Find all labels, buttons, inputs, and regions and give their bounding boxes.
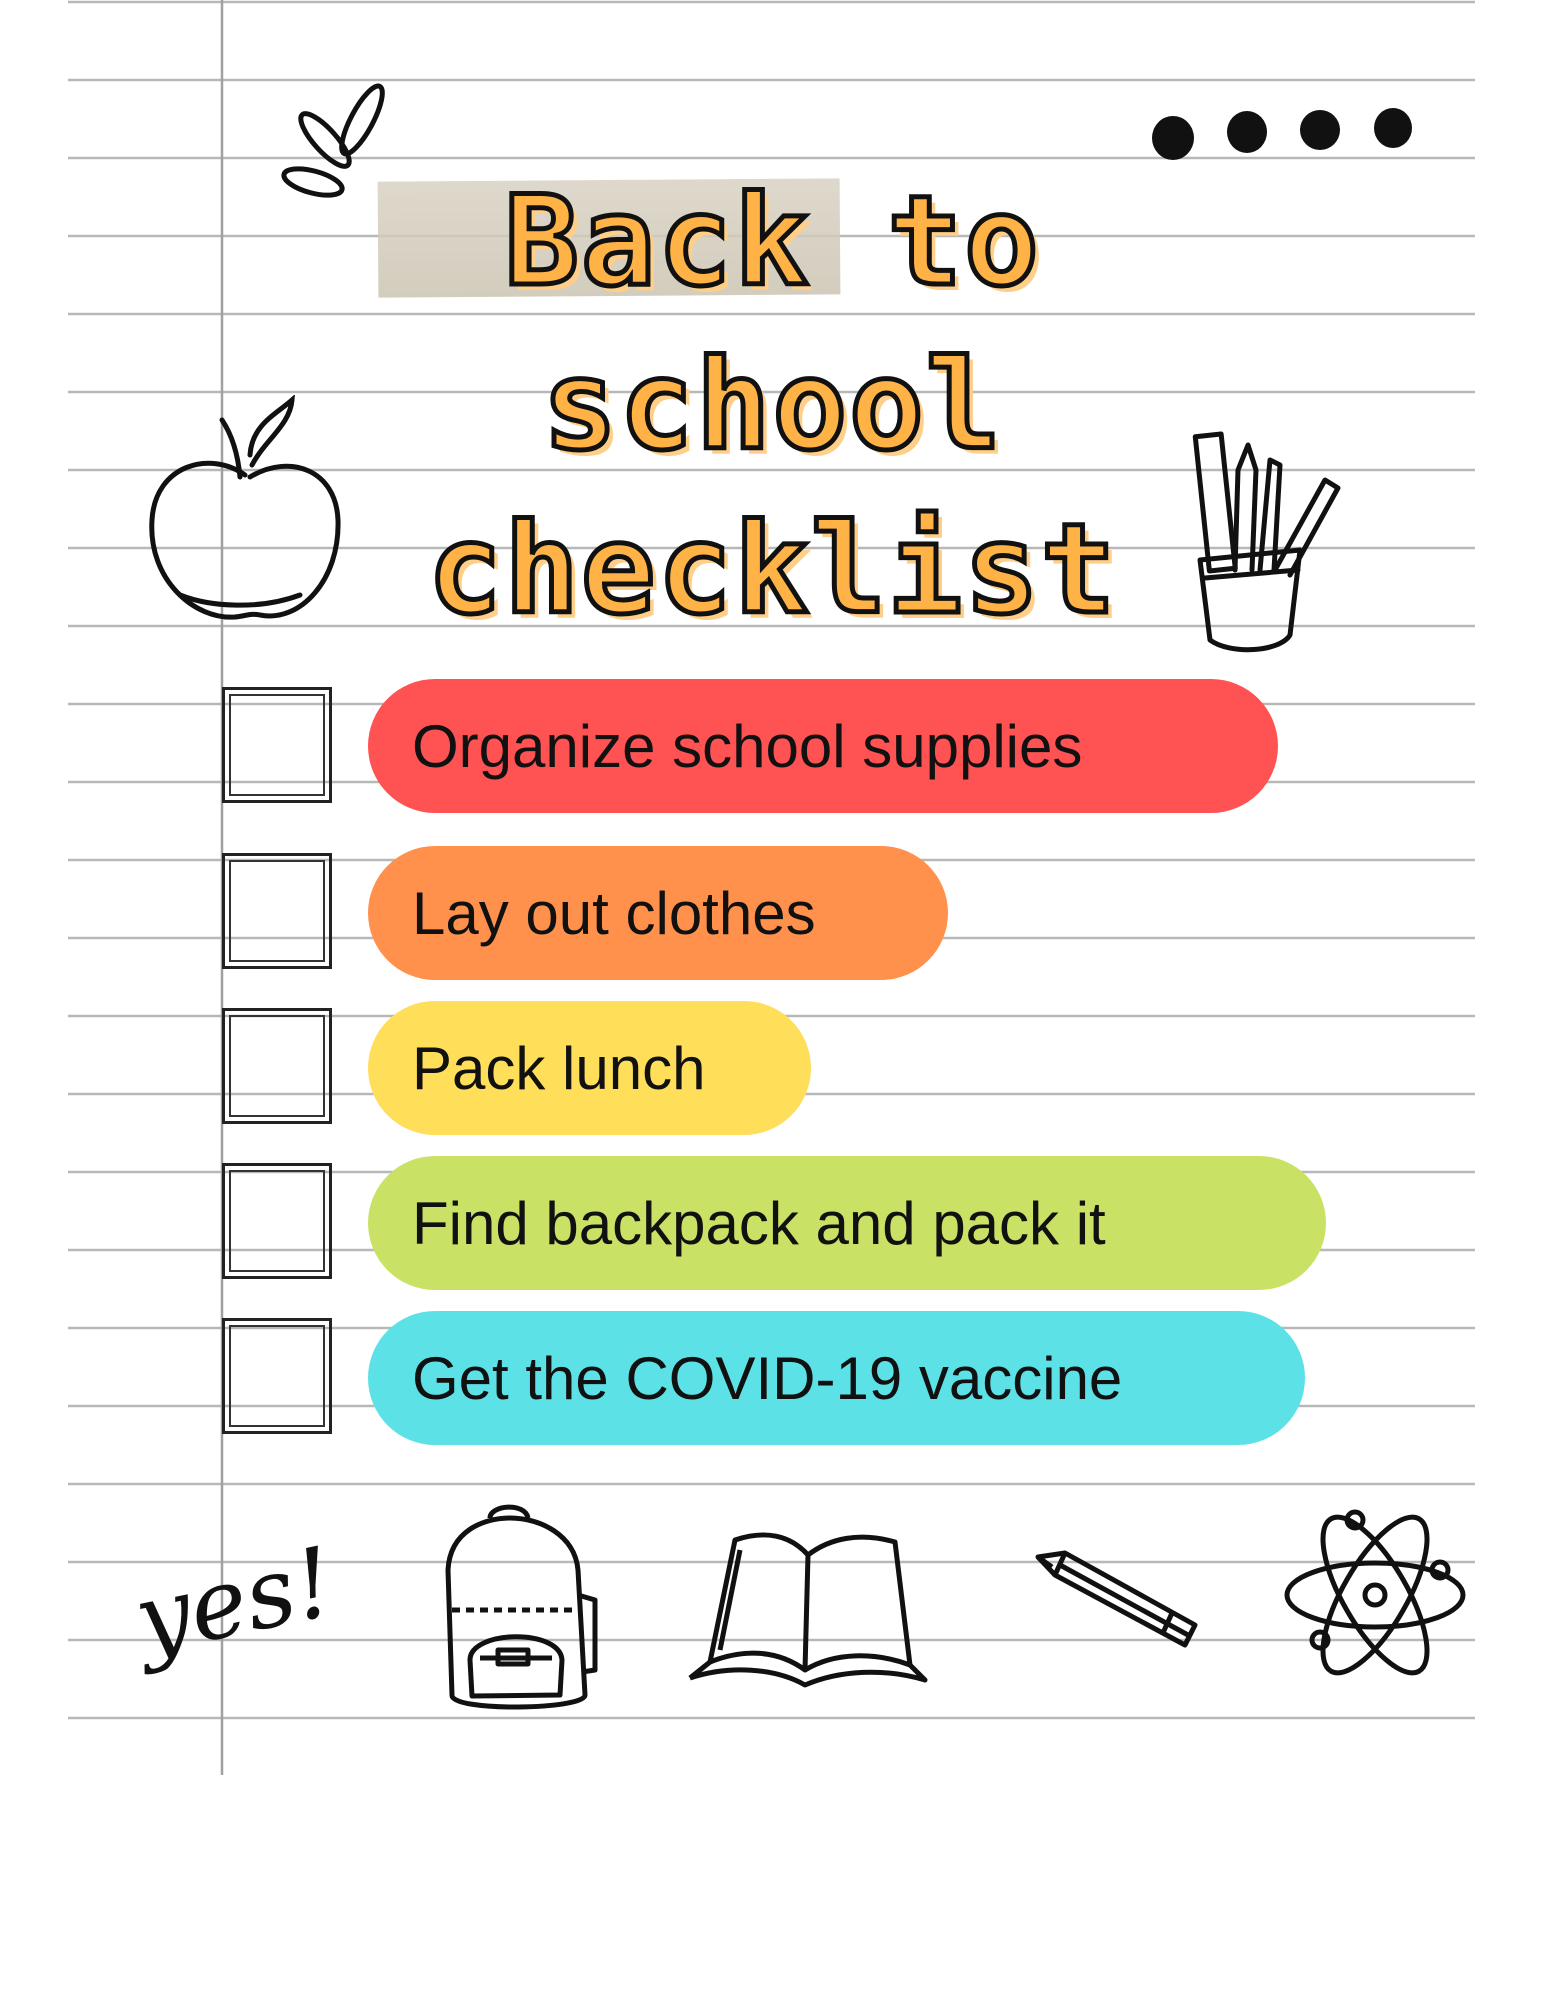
tape-strip bbox=[378, 178, 841, 297]
checkbox-1[interactable] bbox=[222, 687, 332, 803]
task-pill-3[interactable] bbox=[368, 1001, 811, 1135]
title-line-1: Back to bbox=[504, 170, 1041, 314]
task-pill-1[interactable] bbox=[368, 679, 1278, 813]
task-pill-5[interactable] bbox=[368, 1311, 1305, 1445]
task-label-3: Pack lunch bbox=[412, 1034, 706, 1102]
apple-icon bbox=[140, 395, 350, 635]
title-line-2: school bbox=[542, 334, 1003, 478]
pencil-icon bbox=[1030, 1545, 1210, 1655]
checkbox-4[interactable] bbox=[222, 1163, 332, 1279]
signature-text: yes! bbox=[125, 1525, 344, 1677]
checkbox-3[interactable] bbox=[222, 1008, 332, 1124]
pencil-cup-icon bbox=[1190, 420, 1350, 660]
sparkle-icon bbox=[265, 70, 405, 210]
book-icon bbox=[680, 1520, 930, 1700]
task-label-4: Find backpack and pack it bbox=[412, 1189, 1106, 1257]
checkbox-5[interactable] bbox=[222, 1318, 332, 1434]
title-line-3: checklist bbox=[427, 498, 1118, 642]
task-pill-2[interactable] bbox=[368, 846, 948, 980]
task-pill-4[interactable] bbox=[368, 1156, 1326, 1290]
task-label-2: Lay out clothes bbox=[412, 879, 816, 947]
dots-icon bbox=[1145, 100, 1425, 170]
atom-icon bbox=[1280, 1500, 1470, 1690]
checkbox-2[interactable] bbox=[222, 853, 332, 969]
backpack-icon bbox=[430, 1500, 605, 1720]
task-label-5: Get the COVID-19 vaccine bbox=[412, 1344, 1123, 1412]
task-label-1: Organize school supplies bbox=[412, 712, 1083, 780]
